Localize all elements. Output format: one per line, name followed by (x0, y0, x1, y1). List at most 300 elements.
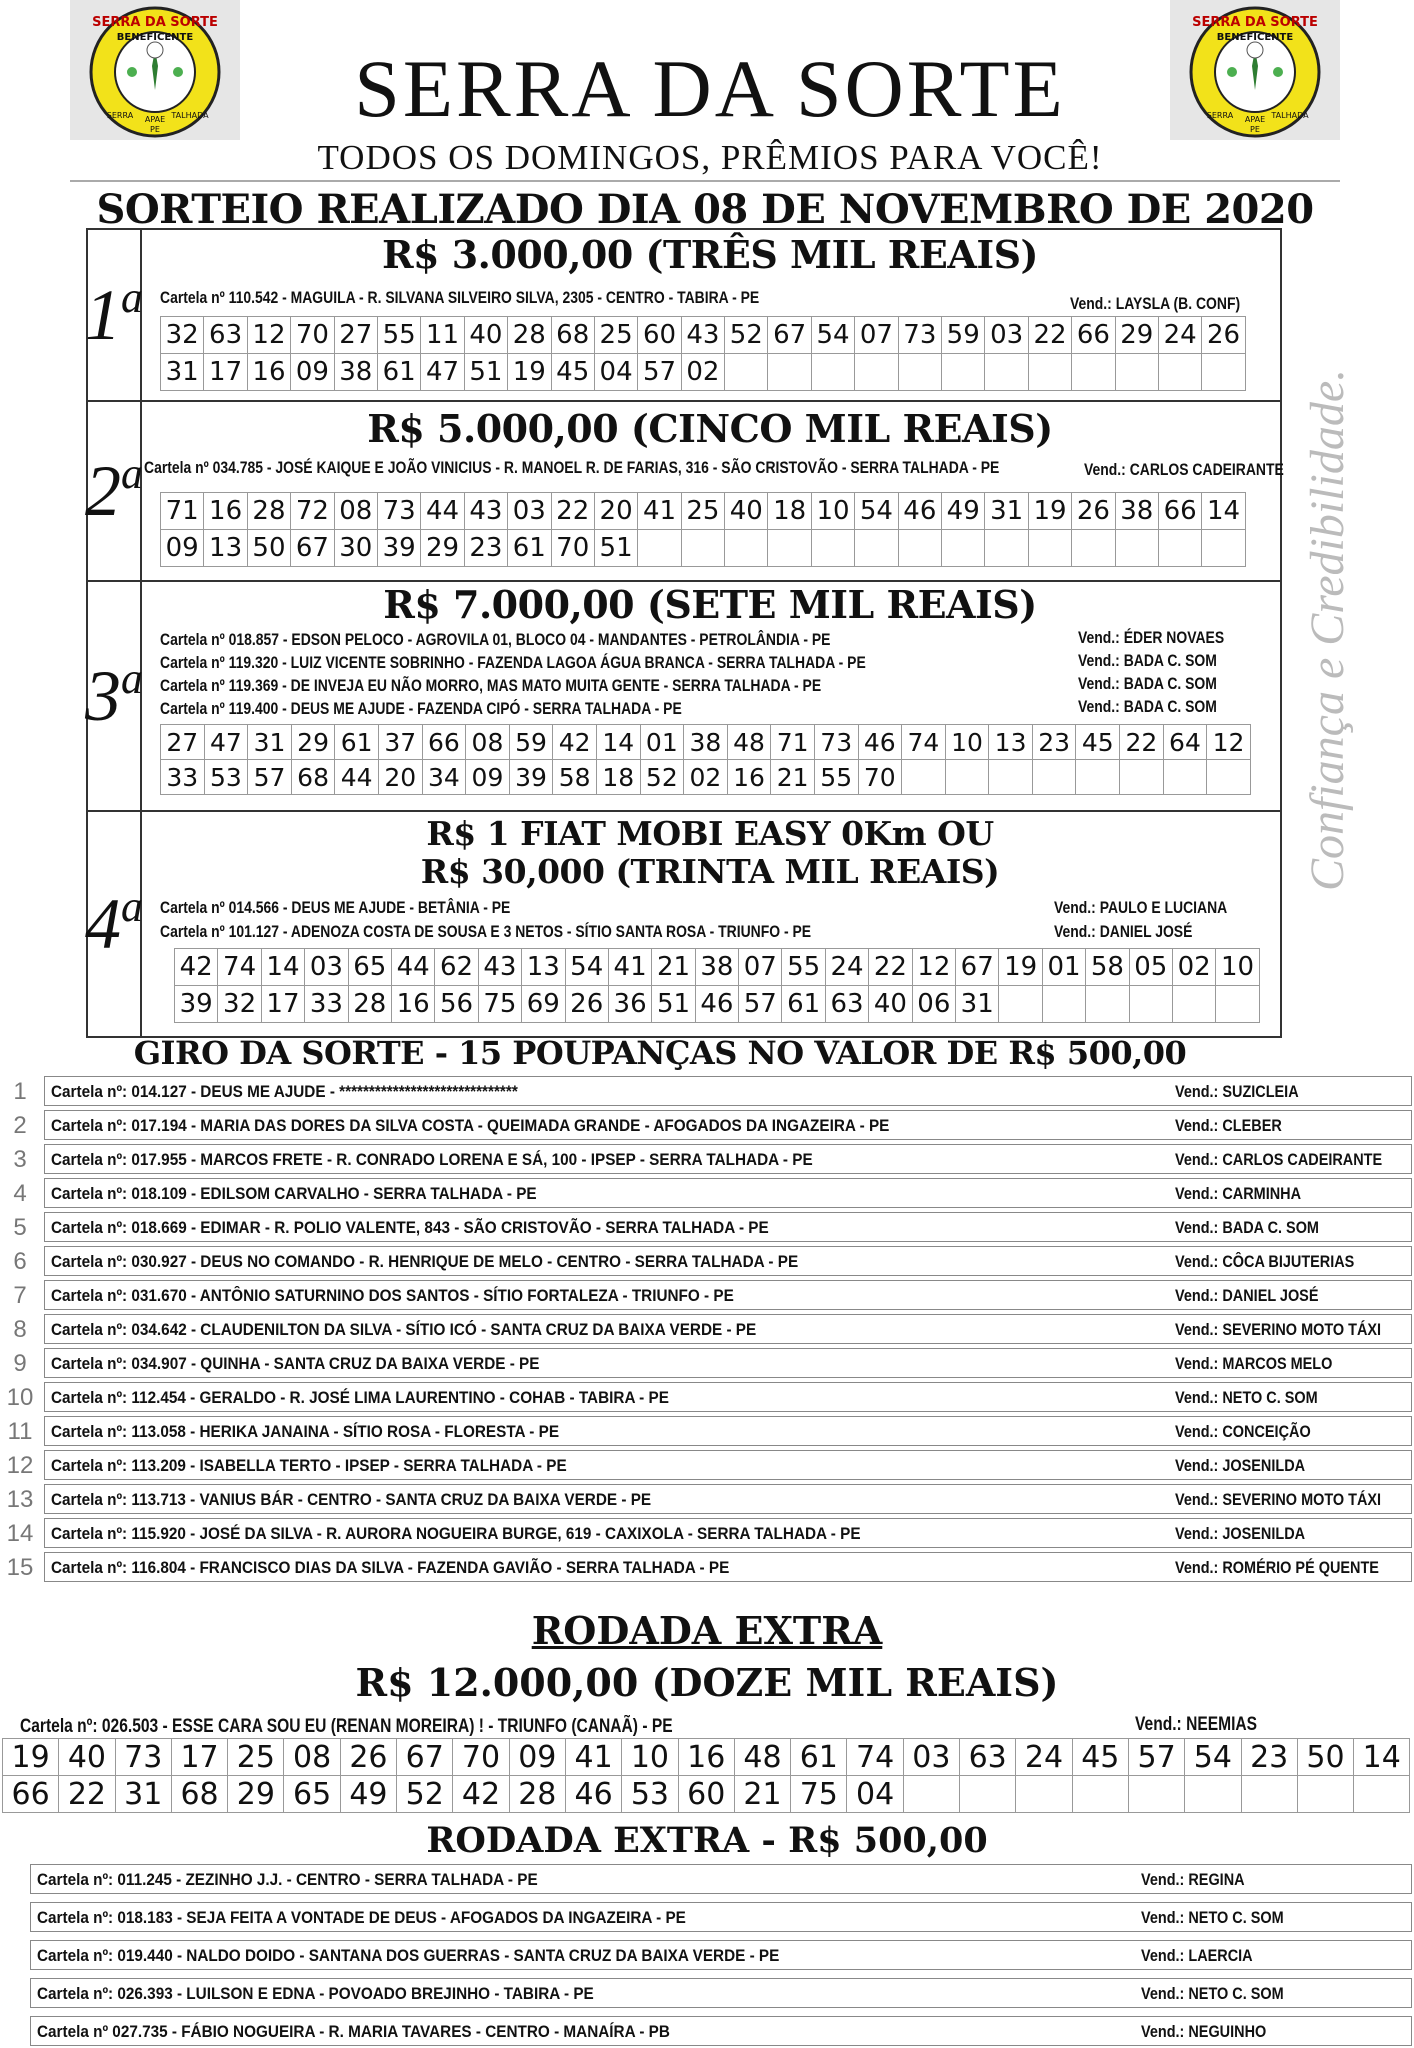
giro-row-number: 5 (13, 1214, 27, 1241)
number-cell: 03 (985, 317, 1028, 354)
giro-row (6, 1518, 1412, 1548)
number-cell: 22 (869, 949, 912, 986)
prize-title: R$ 3.000,00 (TRÊS MIL REAIS) (381, 232, 1039, 277)
extra2-row (30, 1978, 1412, 2008)
giro-card-text: Cartela nº: 031.670 - ANTÔNIO SATURNINO DOS SANTOS - SÍTIO FORTALEZA - TRIUNFO - PE (51, 1286, 734, 1305)
card-line: Cartela nº 034.785 - JOSÉ KAIQUE E JOÃO VINICIUS - R. MANOEL R. DE FARIAS, 316 - SÃO CRISTOVÃO - SERRA TALHADA - PE (144, 458, 1000, 477)
number-cell: 28 (509, 1776, 565, 1813)
number-cell: 59 (509, 725, 553, 760)
number-cell: 26 (340, 1739, 396, 1776)
number-cell: 34 (422, 760, 466, 795)
number-cell (638, 530, 681, 567)
draw-date-title: SORTEIO REALIZADO DIA 08 DE NOVEMBRO DE 2020 (96, 186, 1314, 233)
numbers-row (3, 1776, 1410, 1813)
giro-row (6, 1450, 1412, 1480)
giro-card-text: Cartela nº: 112.454 - GERALDO - R. JOSÉ LIMA LAURENTINO - COHAB - TABIRA - PE (51, 1388, 669, 1407)
giro-card-text: Cartela nº: 116.804 - FRANCISCO DIAS DA SILVA - FAZENDA GAVIÃO - SERRA TALHADA - PE (51, 1558, 730, 1577)
extra-title: RODADA EXTRA (531, 1608, 883, 1653)
number-cell (1129, 986, 1172, 1023)
number-cell: 19 (999, 949, 1042, 986)
number-cell (1158, 530, 1201, 567)
extra2-seller: Vend.: LAERCIA (1141, 1946, 1253, 1965)
giro-seller: Vend.: CARLOS CADEIRANTE (1175, 1150, 1383, 1169)
number-cell: 49 (942, 493, 985, 530)
giro-row-number: 6 (13, 1248, 27, 1275)
number-cell (1076, 760, 1120, 795)
numbers-row (175, 986, 1260, 1023)
number-cell: 61 (782, 986, 825, 1023)
number-cell: 31 (985, 493, 1028, 530)
number-cell: 31 (248, 725, 292, 760)
logo-state-text: PE (1250, 125, 1260, 134)
number-cell: 05 (1129, 949, 1172, 986)
number-cell: 73 (377, 493, 420, 530)
number-cell: 38 (695, 949, 738, 986)
number-cell: 31 (115, 1776, 171, 1813)
number-cell (902, 760, 946, 795)
number-cell: 31 (161, 354, 204, 391)
number-cell: 16 (391, 986, 434, 1023)
number-cell (942, 530, 985, 567)
extra2-row (30, 2016, 1412, 2046)
page-subtitle: TODOS OS DOMINGOS, PRÊMIOS PARA VOCÊ! (317, 138, 1103, 177)
prize-2 (85, 402, 1284, 582)
number-cell: 46 (565, 1776, 621, 1813)
number-cell: 43 (478, 949, 521, 986)
number-cell (725, 530, 768, 567)
number-cell: 13 (204, 530, 247, 567)
number-cell: 17 (261, 986, 304, 1023)
giro-row (13, 1348, 1412, 1378)
number-cell: 74 (218, 949, 261, 986)
giro-card-text: Cartela nº: 014.127 - DEUS ME AJUDE - ****************************** (51, 1082, 518, 1101)
number-cell: 63 (960, 1739, 1016, 1776)
serra-da-sorte-logo (80, 0, 230, 140)
logo-left-text: SERRA (1206, 111, 1234, 120)
number-cell: 14 (1354, 1739, 1410, 1776)
card-line: Cartela nº 014.566 - DEUS ME AJUDE - BETÂNIA - PE (160, 898, 511, 917)
number-cell: 63 (825, 986, 868, 1023)
number-cell: 60 (678, 1776, 734, 1813)
number-cell: 23 (1241, 1739, 1297, 1776)
number-cell: 66 (1158, 493, 1201, 530)
number-cell: 09 (509, 1739, 565, 1776)
number-cell (1086, 986, 1129, 1023)
number-cell: 12 (247, 317, 290, 354)
prize-1 (85, 230, 1280, 402)
number-cell (960, 1776, 1016, 1813)
number-cell (1354, 1776, 1410, 1813)
number-cell: 39 (377, 530, 420, 567)
giro-row (6, 1552, 1412, 1582)
prize-title: R$ 5.000,00 (CINCO MIL REAIS) (367, 406, 1053, 451)
extra-prize: R$ 12.000,00 (DOZE MIL REAIS) (355, 1660, 1059, 1705)
giro-card-text: Cartela nº: 018.109 - EDILSOM CARVALHO - SERRA TALHADA - PE (51, 1184, 537, 1203)
seller-name: Vend.: LAYSLA (B. CONF) (1070, 294, 1241, 313)
number-cell: 43 (681, 317, 724, 354)
number-cell: 51 (594, 530, 637, 567)
number-cell: 38 (1115, 493, 1158, 530)
extra2-card-text: Cartela nº: 011.245 - ZEZINHO J.J. - CENTRO - SERRA TALHADA - PE (37, 1870, 538, 1889)
extra-card-line: Cartela nº: 026.503 - ESSE CARA SOU EU (RENAN MOREIRA) ! - TRIUNFO (CANAÃ) - PE (20, 1716, 673, 1737)
giro-card-text: Cartela nº: 034.642 - CLAUDENILTON DA SILVA - SÍTIO ICÓ - SANTA CRUZ DA BAIXA VERDE - PE (51, 1320, 757, 1339)
number-cell: 68 (291, 760, 335, 795)
number-cell: 52 (725, 317, 768, 354)
giro-row-number: 15 (6, 1554, 34, 1581)
number-cell: 42 (453, 1776, 509, 1813)
number-cell (1032, 760, 1076, 795)
number-cell: 20 (378, 760, 422, 795)
giro-card-text: Cartela nº: 115.920 - JOSÉ DA SILVA - R. AURORA NOGUEIRA BURGE, 619 - CAXIXOLA - SERRA TALHADA - PE (51, 1524, 861, 1543)
number-cell: 03 (903, 1739, 959, 1776)
card-line: Cartela nº 119.320 - LUIZ VICENTE SOBRINHO - FAZENDA LAGOA ÁGUA BRANCA - SERRA TALHADA - PE (160, 653, 866, 672)
number-cell: 40 (59, 1739, 115, 1776)
number-cell: 47 (204, 725, 248, 760)
giro-seller: Vend.: CONCEIÇÃO (1175, 1422, 1311, 1441)
giro-row-number: 13 (6, 1486, 34, 1513)
extra-numbers-grid (2, 1738, 1410, 1813)
number-cell: 29 (291, 725, 335, 760)
number-cell: 14 (1202, 493, 1245, 530)
numbers-row (161, 530, 1246, 567)
giro-row (13, 1076, 1412, 1106)
number-cell: 17 (171, 1739, 227, 1776)
number-cell: 09 (466, 760, 510, 795)
number-cell: 14 (261, 949, 304, 986)
extra2-row (30, 1940, 1412, 1970)
number-cell: 74 (847, 1739, 903, 1776)
number-cell: 59 (942, 317, 985, 354)
seller-name: Vend.: DANIEL JOSÉ (1054, 922, 1193, 941)
number-cell: 16 (247, 354, 290, 391)
number-cell: 71 (161, 493, 204, 530)
number-cell (989, 760, 1033, 795)
extra2-card-text: Cartela nº: 026.393 - LUILSON E EDNA - POVOADO BREJINHO - TABIRA - PE (37, 1984, 594, 2003)
number-cell (985, 354, 1028, 391)
extra2-seller: Vend.: NEGUINHO (1141, 2022, 1267, 2041)
card-line: Cartela nº 018.857 - EDSON PELOCO - AGROVILA 01, BLOCO 04 - MANDANTES - PETROLÂNDIA - PE (160, 630, 831, 649)
page-title: SERRA DA SORTE (354, 43, 1066, 134)
number-cell: 19 (1028, 493, 1071, 530)
number-cell: 72 (291, 493, 334, 530)
number-cell: 66 (422, 725, 466, 760)
giro-row-number: 7 (13, 1282, 27, 1309)
giro-row (6, 1382, 1412, 1412)
number-cell: 10 (622, 1739, 678, 1776)
extra2-row (30, 1902, 1412, 1932)
number-cell: 28 (348, 986, 391, 1023)
number-cell: 67 (397, 1739, 453, 1776)
prize-3 (85, 582, 1280, 812)
number-cell: 32 (218, 986, 261, 1023)
number-cell: 70 (291, 317, 334, 354)
number-cell: 52 (640, 760, 684, 795)
number-cell (1115, 530, 1158, 567)
giro-row (13, 1246, 1412, 1276)
number-cell (725, 354, 768, 391)
number-cell: 45 (1076, 725, 1120, 760)
number-cell (999, 986, 1042, 1023)
giro-row-number: 2 (13, 1112, 27, 1139)
number-cell: 67 (956, 949, 999, 986)
number-cell (855, 354, 898, 391)
number-cell: 75 (478, 986, 521, 1023)
number-cell: 17 (204, 354, 247, 391)
number-cell: 22 (59, 1776, 115, 1813)
number-cell: 10 (1216, 949, 1259, 986)
giro-row-number: 1 (13, 1078, 27, 1105)
number-cell (1042, 986, 1085, 1023)
number-cell: 38 (334, 354, 377, 391)
number-cell: 16 (727, 760, 771, 795)
number-cell: 41 (638, 493, 681, 530)
giro-row-number: 14 (6, 1520, 34, 1547)
logo-right-text: TALHADA (171, 111, 209, 120)
giro-seller: Vend.: JOSENILDA (1175, 1524, 1306, 1543)
number-cell (1163, 760, 1207, 795)
numbers-row (161, 493, 1246, 530)
number-cell: 67 (291, 530, 334, 567)
number-cell: 53 (622, 1776, 678, 1813)
giro-seller: Vend.: DANIEL JOSÉ (1175, 1286, 1319, 1305)
number-cell (1297, 1776, 1353, 1813)
giro-row (13, 1212, 1412, 1242)
number-cell (811, 530, 854, 567)
number-cell: 11 (421, 317, 464, 354)
number-cell: 28 (247, 493, 290, 530)
giro-card-text: Cartela nº: 017.194 - MARIA DAS DORES DA SILVA COSTA - QUEIMADA GRANDE - AFOGADOS DA INGAZEIRA - PE (51, 1116, 890, 1135)
extra-seller: Vend.: NEEMIAS (1135, 1714, 1258, 1735)
number-cell: 30 (334, 530, 377, 567)
number-cell: 18 (596, 760, 640, 795)
extra2-title: RODADA EXTRA - R$ 500,00 (426, 1820, 988, 1861)
number-cell: 21 (652, 949, 695, 986)
number-cell (1028, 354, 1071, 391)
number-cell: 01 (640, 725, 684, 760)
number-cell (1028, 530, 1071, 567)
number-cell: 40 (869, 986, 912, 1023)
number-cell: 31 (956, 986, 999, 1023)
giro-row (13, 1314, 1412, 1344)
logo-left (70, 0, 240, 140)
seller-name: Vend.: BADA C. SOM (1078, 697, 1217, 716)
number-cell (903, 1776, 959, 1813)
number-cell: 14 (596, 725, 640, 760)
number-cell (1115, 354, 1158, 391)
number-cell: 61 (377, 354, 420, 391)
prize-ordinal: 2 $^a$ (88, 402, 142, 580)
number-cell: 10 (945, 725, 989, 760)
number-cell: 56 (435, 986, 478, 1023)
seller-name: Vend.: BADA C. SOM (1078, 674, 1217, 693)
numbers-row (161, 725, 1251, 760)
giro-card-text: Cartela nº: 034.907 - QUINHA - SANTA CRUZ DA BAIXA VERDE - PE (51, 1354, 540, 1373)
giro-row (13, 1178, 1412, 1208)
giro-row (7, 1416, 1412, 1446)
card-line: Cartela nº 119.369 - DE INVEJA EU NÃO MORRO, MAS MATO MUITA GENTE - SERRA TALHADA - PE (160, 676, 822, 695)
number-cell: 23 (1032, 725, 1076, 760)
number-cell: 24 (1158, 317, 1201, 354)
seller-name: Vend.: CARLOS CADEIRANTE (1084, 460, 1284, 479)
number-cell: 02 (1172, 949, 1215, 986)
giro-row-number: 3 (13, 1146, 27, 1173)
number-cell: 42 (553, 725, 597, 760)
giro-row (6, 1484, 1412, 1514)
number-cell (1072, 530, 1115, 567)
number-cell: 67 (768, 317, 811, 354)
giro-card-text: Cartela nº: 017.955 - MARCOS FRETE - R. CONRADO LORENA E SÁ, 100 - IPSEP - SERRA TALHADA - PE (51, 1150, 813, 1169)
number-cell: 70 (453, 1739, 509, 1776)
prize-title-2: R$ 30,000 (TRINTA MIL REAIS) (420, 852, 1000, 891)
number-cell: 08 (334, 493, 377, 530)
logo-right (1170, 0, 1340, 140)
number-cell: 28 (508, 317, 551, 354)
number-cell (1202, 530, 1245, 567)
numbers-grid (174, 948, 1260, 1023)
extra2-seller: Vend.: NETO C. SOM (1141, 1984, 1284, 2003)
prize-ordinal: 4 $^a$ (88, 812, 142, 1036)
number-cell: 43 (464, 493, 507, 530)
prize-box (86, 228, 1282, 1038)
number-cell (1207, 760, 1251, 795)
number-cell: 68 (551, 317, 594, 354)
number-cell: 73 (898, 317, 941, 354)
number-cell: 40 (725, 493, 768, 530)
number-cell: 22 (1120, 725, 1164, 760)
number-cell (1072, 354, 1115, 391)
number-cell: 40 (464, 317, 507, 354)
number-cell: 01 (1042, 949, 1085, 986)
number-cell: 45 (1072, 1739, 1128, 1776)
number-cell (1128, 1776, 1184, 1813)
number-cell: 54 (1185, 1739, 1241, 1776)
number-cell (768, 354, 811, 391)
number-cell: 27 (334, 317, 377, 354)
number-cell (855, 530, 898, 567)
number-cell: 22 (1028, 317, 1071, 354)
number-cell: 37 (378, 725, 422, 760)
numbers-grid (160, 316, 1246, 391)
number-cell: 47 (421, 354, 464, 391)
number-cell: 39 (175, 986, 218, 1023)
logo-state-text: PE (150, 125, 160, 134)
number-cell (1216, 986, 1259, 1023)
giro-row-number: 12 (6, 1452, 34, 1479)
number-cell: 48 (727, 725, 771, 760)
giro-seller: Vend.: ROMÉRIO PÉ QUENTE (1175, 1558, 1379, 1577)
logo-right-text: TALHADA (1271, 111, 1309, 120)
logo-mid-text: BENEFICENTE (1216, 32, 1294, 43)
number-cell: 54 (565, 949, 608, 986)
number-cell: 70 (858, 760, 902, 795)
number-cell: 69 (522, 986, 565, 1023)
number-cell: 25 (228, 1739, 284, 1776)
prize-ordinal: 3 $^a$ (88, 582, 142, 810)
giro-row (13, 1110, 1412, 1140)
number-cell: 19 (3, 1739, 59, 1776)
logo-apae-text: APAE (1244, 115, 1266, 124)
number-cell: 44 (335, 760, 379, 795)
number-cell: 66 (3, 1776, 59, 1813)
number-cell: 65 (284, 1776, 340, 1813)
number-cell: 52 (397, 1776, 453, 1813)
giro-row-number: 4 (13, 1180, 27, 1207)
header-divider (70, 180, 1340, 182)
extra2-row (30, 1864, 1412, 1894)
number-cell: 03 (305, 949, 348, 986)
number-cell: 68 (171, 1776, 227, 1813)
extra2-card-text: Cartela nº: 018.183 - SEJA FEITA A VONTADE DE DEUS - AFOGADOS DA INGAZEIRA - PE (37, 1908, 686, 1927)
number-cell: 25 (594, 317, 637, 354)
number-cell: 21 (734, 1776, 790, 1813)
number-cell: 55 (782, 949, 825, 986)
number-cell: 61 (508, 530, 551, 567)
number-cell (898, 530, 941, 567)
serra-da-sorte-logo (1180, 0, 1330, 140)
number-cell: 44 (421, 493, 464, 530)
number-cell: 54 (855, 493, 898, 530)
number-cell: 02 (684, 760, 728, 795)
number-cell: 24 (1016, 1739, 1072, 1776)
number-cell: 06 (912, 986, 955, 1023)
number-cell: 16 (204, 493, 247, 530)
number-cell: 45 (551, 354, 594, 391)
giro-seller: Vend.: CLEBER (1175, 1116, 1282, 1135)
logo-apae-text: APAE (144, 115, 166, 124)
extra2-seller: Vend.: NETO C. SOM (1141, 1908, 1284, 1927)
number-cell: 65 (348, 949, 391, 986)
number-cell: 07 (739, 949, 782, 986)
number-cell (1120, 760, 1164, 795)
number-cell (1241, 1776, 1297, 1813)
number-cell: 09 (291, 354, 334, 391)
giro-seller: Vend.: SEVERINO MOTO TÁXI (1175, 1490, 1382, 1509)
number-cell: 75 (791, 1776, 847, 1813)
number-cell: 08 (284, 1739, 340, 1776)
number-cell: 57 (638, 354, 681, 391)
card-line: Cartela nº 101.127 - ADENOZA COSTA DE SOUSA E 3 NETOS - SÍTIO SANTA ROSA - TRIUNFO - PE (160, 922, 812, 941)
number-cell: 12 (912, 949, 955, 986)
card-line: Cartela nº 110.542 - MAGUILA - R. SILVANA SILVEIRO SILVA, 2305 - CENTRO - TABIRA - PE (160, 288, 760, 307)
number-cell: 50 (1297, 1739, 1353, 1776)
number-cell: 38 (684, 725, 728, 760)
numbers-row (175, 949, 1260, 986)
number-cell: 54 (811, 317, 854, 354)
number-cell: 46 (858, 725, 902, 760)
number-cell: 21 (771, 760, 815, 795)
extra2-card-text: Cartela nº 027.735 - FÁBIO NOGUEIRA - R. MARIA TAVARES - CENTRO - MANAÍRA - PB (37, 2022, 670, 2041)
giro-seller: Vend.: CARMINHA (1175, 1184, 1302, 1203)
seller-name: Vend.: PAULO E LUCIANA (1054, 898, 1228, 917)
number-cell: 02 (681, 354, 724, 391)
number-cell: 51 (652, 986, 695, 1023)
prize-ordinal: 1 $^a$ (88, 230, 142, 400)
seller-name: Vend.: BADA C. SOM (1078, 651, 1217, 670)
logo-top-text: SERRA DA SORTE (1192, 15, 1318, 30)
giro-seller: Vend.: BADA C. SOM (1175, 1218, 1319, 1237)
giro-seller: Vend.: CÔCA BIJUTERIAS (1175, 1252, 1355, 1271)
side-slogan: Confiança e Credibilidade. (1301, 368, 1354, 892)
number-cell: 74 (902, 725, 946, 760)
number-cell: 58 (553, 760, 597, 795)
number-cell: 53 (204, 760, 248, 795)
giro-row-number: 10 (6, 1384, 34, 1411)
number-cell: 57 (739, 986, 782, 1023)
number-cell: 22 (551, 493, 594, 530)
number-cell: 13 (989, 725, 1033, 760)
giro-seller: Vend.: MARCOS MELO (1175, 1354, 1333, 1373)
number-cell (1072, 1776, 1128, 1813)
